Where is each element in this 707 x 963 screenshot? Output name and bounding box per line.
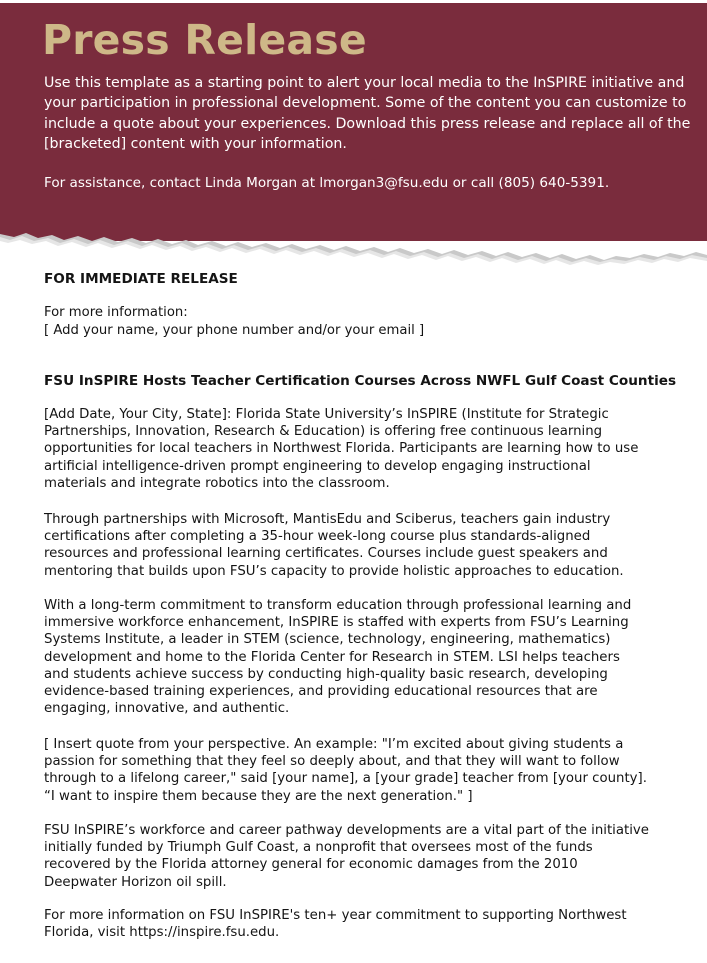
banner-intro-line: [bracketed] content with your information.	[44, 136, 347, 153]
paragraph-line: materials and integrate robotics into the classroom.	[44, 475, 390, 491]
paragraph-line: With a long-term commitment to transform education through professional learning and	[44, 598, 632, 613]
paragraph-line: For more information on FSU InSPIRE's ten+ year commitment to supporting Northwest	[44, 908, 627, 923]
torn-paper-edge	[0, 222, 707, 266]
banner-intro-line: your participation in professional development. Some of the content you can customize to	[44, 95, 687, 112]
paragraph-line: passion for something that they feel so deeply about, and that they will want to follow	[44, 754, 620, 770]
body-paragraph	[44, 406, 672, 492]
paragraph-line: opportunities for local teachers in Northwest Florida. Participants are learning how to use	[44, 441, 639, 457]
body-paragraph	[44, 597, 672, 717]
paragraph-line: artificial intelligence-driven prompt engineering to develop engaging instructional	[44, 458, 591, 474]
paragraph-line: Partnerships, Innovation, Research & Education) is offering free continuous learning	[44, 424, 603, 440]
release-label: FOR IMMEDIATE RELEASE	[44, 271, 238, 287]
body-paragraph	[44, 822, 672, 891]
paragraph-line: engaging, innovative, and authentic.	[44, 701, 290, 717]
paragraph-line: immersive workforce enhancement, InSPIRE is staffed with experts from FSU’s Learning	[44, 615, 629, 631]
banner-contact-text: For assistance, contact Linda Morgan at lmorgan3@fsu.edu or call (805) 640-5391.	[44, 175, 610, 191]
banner-intro-text	[44, 73, 691, 155]
paragraph-line: Deepwater Horizon oil spill.	[44, 874, 227, 890]
paragraph-line: Systems Institute, a leader in STEM (science, technology, engineering, mathematics)	[44, 632, 611, 648]
paragraph-line: and students achieve success by conducting high-quality basic research, developing	[44, 666, 608, 682]
paragraph-line: Florida, visit https://inspire.fsu.edu.	[44, 925, 280, 941]
paragraph-line: “I want to inspire them because they are the next generation." ]	[44, 788, 473, 804]
more-info-label: For more information:	[44, 305, 188, 320]
paragraph-line: resources and professional learning certificates. Courses include guest speakers and	[44, 546, 608, 562]
closing-paragraph	[44, 907, 672, 941]
paragraph-line: certifications after completing a 35-hour week-long course plus standards-aligned	[44, 529, 591, 545]
paragraph-line: [ Insert quote from your perspective. An example: "I’m excited about giving students a	[44, 737, 624, 752]
paragraph-line: [Add Date, Your City, State]: Florida State University’s InSPIRE (Institute for Strategic	[44, 407, 609, 422]
paragraph-line: mentoring that builds upon FSU’s capacity to provide holistic approaches to education.	[44, 563, 624, 579]
paragraph-line: initially funded by Triumph Gulf Coast, a nonprofit that oversees most of the funds	[44, 840, 593, 856]
banner-title: Press Release	[42, 16, 367, 64]
paragraph-line: Through partnerships with Microsoft, MantisEdu and Sciberus, teachers gain industry	[44, 512, 611, 527]
banner-intro-line: Use this template as a starting point to alert your local media to the InSPIRE initiative and	[44, 75, 685, 91]
body-paragraph	[44, 511, 672, 580]
banner-intro-line: include a quote about your experiences. Download this press release and replace all of the	[44, 115, 691, 132]
paragraph-line: evidence-based training experiences, and providing educational resources that are	[44, 684, 598, 700]
paragraph-line: through to a lifelong career," said [your name], a [your grade] teacher from [your county].	[44, 771, 647, 787]
more-info-placeholder: [ Add your name, your phone number and/or your email ]	[44, 322, 425, 338]
quote-paragraph	[44, 736, 672, 805]
paragraph-line: recovered by the Florida attorney general for economic damages from the 2010	[44, 857, 578, 873]
paragraph-line: FSU InSPIRE’s workforce and career pathway developments are a vital part of the initiative	[44, 823, 649, 838]
paragraph-line: development and home to the Florida Center for Research in STEM. LSI helps teachers	[44, 649, 620, 665]
more-info-block	[44, 304, 424, 339]
press-release-headline: FSU InSPIRE Hosts Teacher Certification Courses Across NWFL Gulf Coast Counties	[44, 373, 677, 389]
